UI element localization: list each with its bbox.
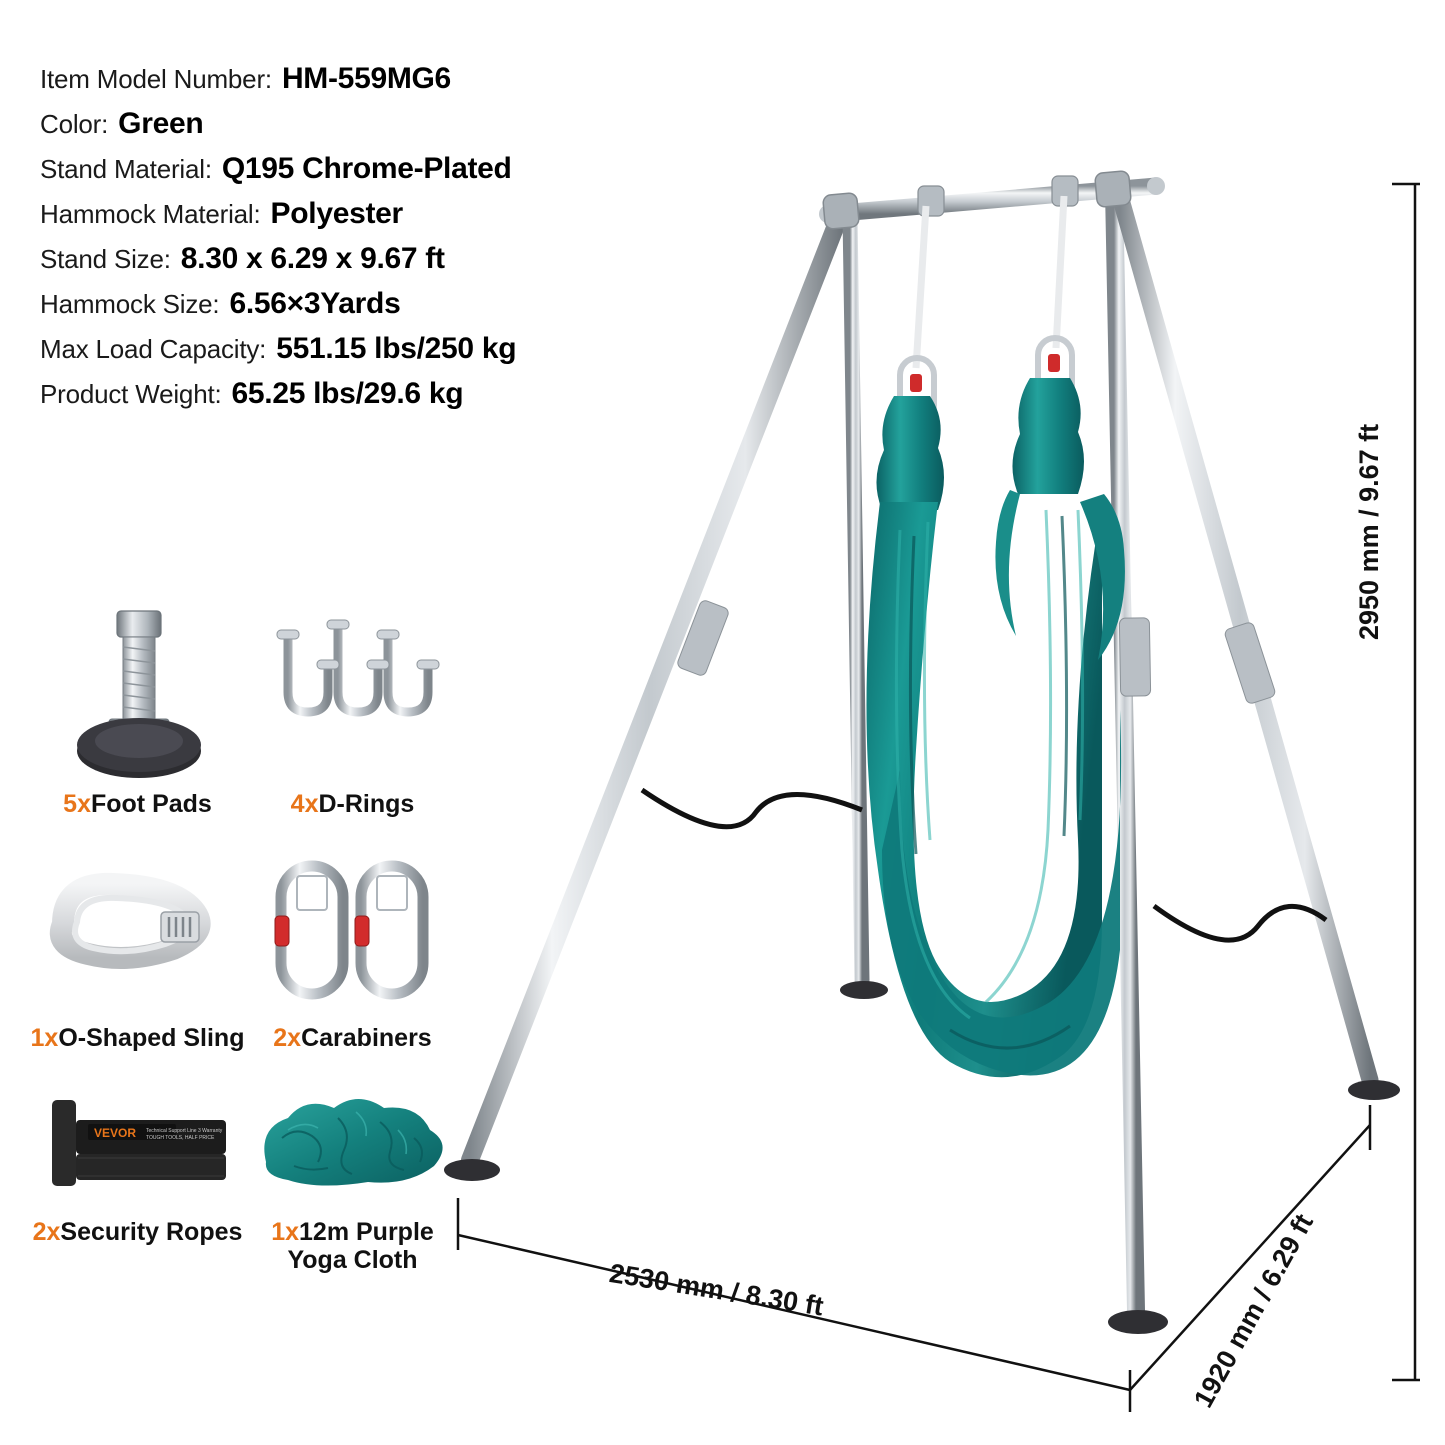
accessory-qty: 2x	[32, 1218, 61, 1246]
accessory-qty: 1x	[30, 1024, 59, 1052]
aerial-hammock	[866, 378, 1124, 1077]
spec-value: Polyester	[270, 197, 403, 230]
dimension-height-label: 2950 mm / 9.67 ft	[1354, 423, 1384, 640]
d-ring-icon	[245, 600, 460, 790]
security-rope-icon	[30, 1068, 245, 1218]
dimension-width-label: 2530 mm / 8.30 ft	[607, 1258, 826, 1322]
accessory-qty: 1x	[271, 1218, 300, 1246]
product-illustration	[430, 150, 1420, 1430]
svg-text:Technical Support Line 3 Warra: Technical Support Line 3 Warranty	[145, 1128, 222, 1134]
carabiner-icon	[245, 834, 460, 1024]
accessory-name: D-Rings	[318, 790, 415, 818]
accessory-item-security-ropes	[30, 1068, 245, 1274]
accessory-caption	[63, 790, 212, 818]
spec-label: Hammock Material:	[40, 199, 261, 229]
spec-value: 551.15 lbs/250 kg	[276, 332, 517, 365]
yoga-cloth-icon	[245, 1068, 460, 1218]
leg-front-right	[1114, 190, 1136, 1310]
accessory-name: Carabiners	[301, 1024, 432, 1052]
spec-value: Green	[118, 107, 204, 140]
spec-value: HM-559MG6	[281, 62, 451, 95]
leg-back-left	[850, 216, 862, 980]
spec-row	[40, 62, 700, 96]
accessory-item-foot-pads	[30, 600, 245, 818]
spec-label: Stand Size:	[40, 244, 171, 274]
spec-value: 6.56×3Yards	[229, 287, 401, 320]
spec-label: Product Weight:	[40, 379, 222, 409]
accessory-caption	[291, 790, 415, 818]
accessory-item-yoga-cloth	[245, 1068, 460, 1274]
spec-value: 65.25 lbs/29.6 kg	[231, 377, 464, 410]
accessory-caption	[33, 1218, 243, 1246]
spec-label: Max Load Capacity:	[40, 334, 267, 364]
leg-sleeves	[676, 599, 1276, 705]
spec-label: Item Model Number:	[40, 64, 272, 94]
spec-value: 8.30 x 6.29 x 9.67 ft	[180, 242, 445, 275]
accessory-name: O-Shaped Sling	[58, 1024, 245, 1052]
accessory-qty: 5x	[63, 790, 91, 818]
svg-text:TOUGH TOOLS, HALF PRICE: TOUGH TOOLS, HALF PRICE	[145, 1135, 214, 1141]
accessory-qty: 2x	[273, 1024, 302, 1052]
accessory-name: Security Ropes	[60, 1218, 243, 1246]
spec-label: Hammock Size:	[40, 289, 220, 319]
foot-pad-icon	[30, 600, 245, 790]
spec-label: Stand Material:	[40, 154, 212, 184]
accessory-item-carabiners	[245, 834, 460, 1052]
accessory-name: Foot Pads	[90, 790, 212, 818]
accessory-caption	[31, 1024, 245, 1052]
accessory-name: 12m Purple Yoga Cloth	[287, 1218, 434, 1274]
svg-text:VEVOR: VEVOR	[93, 1126, 136, 1140]
dimension-depth-label: 1920 mm / 6.29 ft	[1188, 1208, 1320, 1413]
accessory-item-d-rings	[245, 600, 460, 818]
support-straps	[642, 790, 1326, 940]
accessory-item-o-sling	[30, 834, 245, 1052]
accessory-caption	[245, 1218, 460, 1274]
spec-value: Q195 Chrome-Plated	[221, 152, 512, 185]
spec-row	[40, 107, 700, 141]
leg-front-left	[470, 210, 842, 1160]
o-sling-icon	[30, 834, 245, 1024]
accessory-caption	[273, 1024, 431, 1052]
accessory-qty: 4x	[290, 790, 319, 818]
spec-label: Color:	[40, 109, 109, 139]
